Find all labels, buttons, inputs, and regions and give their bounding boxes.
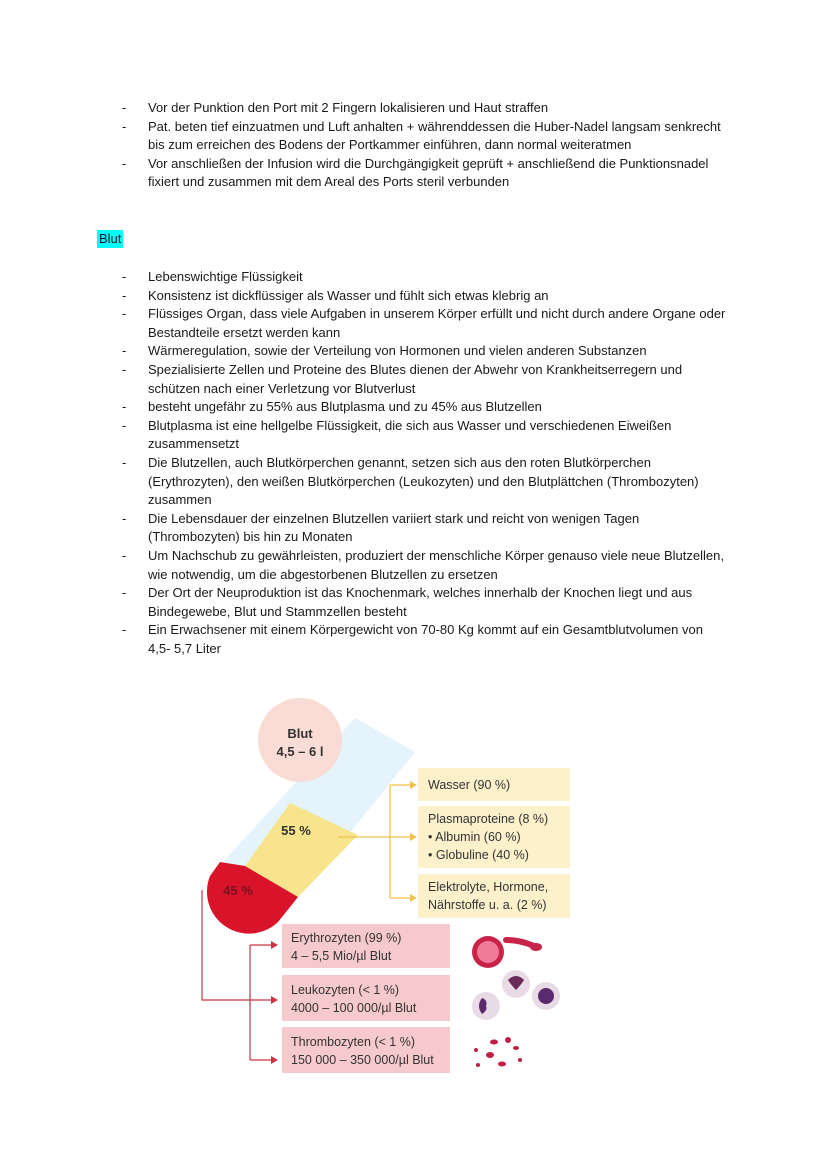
blood-fact-item-text: Flüssiges Organ, dass viele Aufgaben in unserem Körper erfüllt und nicht durch andere Organe oder Bestandteile ersetzt werden kann xyxy=(148,306,726,340)
blood-fact-item xyxy=(0,342,828,361)
bullet-dash: - xyxy=(122,100,127,115)
erythrocyte-illustration xyxy=(472,936,542,968)
thrombocytes-line1: Thrombozyten (< 1 %) xyxy=(291,1035,416,1049)
thrombocyte-illustration xyxy=(474,1037,522,1067)
cells-percent: 45 % xyxy=(223,883,253,898)
thrombocytes-line2: 150 000 – 350 000/µl Blut xyxy=(291,1053,434,1067)
blood-fact-item-text: besteht ungefähr zu 55% aus Blutplasma und zu 45% aus Blutzellen xyxy=(148,399,542,415)
blood-fact-item xyxy=(0,510,828,547)
bullet-dash: - xyxy=(122,118,127,134)
blood-fact-item-text: Wärmeregulation, sowie der Verteilung von Hormonen und vielen anderen Substanzen xyxy=(148,343,647,359)
bullet-dash: - xyxy=(122,269,127,284)
plasma-electrolytes-line1: Elektrolyte, Hormone, xyxy=(428,880,549,894)
blood-fact-item xyxy=(0,361,828,398)
plasma-percent: 55 % xyxy=(281,823,311,838)
heading-blut: Blut xyxy=(99,231,122,246)
blood-fact-item-text: Die Blutzellen, auch Blutkörperchen genannt, setzen sich aus den roten Blutkörperchen (Erythrozyten), den weißen Blutkörperchen (Leukozyten) und den Blutplättchen (Thrombozyten) zusammen xyxy=(148,454,699,508)
blood-fact-item-text: Ein Erwachsener mit einem Körpergewicht von 70-80 Kg kommt auf ein Gesamtblutvolumen von 4,5- 5,7 Liter xyxy=(148,622,703,656)
blood-fact-item-text: Der Ort der Neuproduktion ist das Knochenmark, welches innerhalb der Knochen liegt und aus Bindegewebe, Blut und Stammzellen besteht xyxy=(148,585,693,619)
blood-fact-item xyxy=(0,547,828,584)
blood-fact-item xyxy=(0,305,828,342)
plasma-albumin: • Albumin (60 %) xyxy=(428,830,521,844)
bullet-dash: - xyxy=(122,510,127,526)
blood-fact-item xyxy=(0,584,828,621)
leukocytes-line1: Leukozyten (< 1 %) xyxy=(291,983,400,997)
blood-fact-item xyxy=(0,621,828,658)
blood-fact-item xyxy=(0,268,828,287)
plasma-electrolytes-line2: Nährstoffe u. a. (2 %) xyxy=(428,898,547,912)
blood-composition-figure xyxy=(190,690,610,1090)
blood-fact-item xyxy=(0,454,828,510)
port-step-item xyxy=(0,118,828,155)
bullet-dash: - xyxy=(122,399,127,415)
leukocyte-illustration xyxy=(472,970,560,1020)
blood-fact-item-text: Konsistenz ist dickflüssiger als Wasser und fühlt sich etwas klebrig an xyxy=(148,287,549,303)
bullet-dash: - xyxy=(122,454,127,470)
erythrocytes-line2: 4 – 5,5 Mio/µl Blut xyxy=(291,949,392,963)
blood-fact-item-text: Blutplasma ist eine hellgelbe Flüssigkeit, die sich aus Wasser und verschiedenen Eiweißen zusammensetzt xyxy=(148,417,672,452)
port-step-item-text: Vor der Punktion den Port mit 2 Fingern lokalisieren und Haut straffen xyxy=(148,100,549,115)
total-label: Blut xyxy=(287,726,313,741)
bullet-dash: - xyxy=(122,306,127,322)
bullet-dash: - xyxy=(122,287,127,303)
blood-fact-item-text: Spezialisierte Zellen und Proteine des Blutes dienen der Abwehr von Krankheitserregern und schützen nach einer Verletzung vor Blutverlust xyxy=(148,361,683,396)
erythrocytes-line1: Erythrozyten (99 %) xyxy=(291,931,402,945)
bullet-dash: - xyxy=(122,155,127,171)
port-step-item xyxy=(0,155,828,192)
plasma-globuline: • Globuline (40 %) xyxy=(428,848,529,862)
blood-fact-item-text: Die Lebensdauer der einzelnen Blutzellen variiert stark und reicht von wenigen Tagen (Thrombozyten) bis hin zu Monaten xyxy=(148,510,640,545)
plasma-water-text: Wasser (90 %) xyxy=(428,778,511,792)
bullet-dash: - xyxy=(122,585,127,601)
bullet-dash: - xyxy=(122,547,127,563)
leukocytes-line2: 4000 – 100 000/µl Blut xyxy=(291,1001,417,1015)
plasma-arrowheads xyxy=(410,781,417,902)
blood-fact-item xyxy=(0,287,828,306)
bullet-dash: - xyxy=(122,361,127,377)
blood-fact-item-text: Um Nachschub zu gewährleisten, produziert der menschliche Körper genauso viele neue Blutzellen, wie notwendig, um die abgestorbenen Blutzellen zu ersetzen xyxy=(148,547,724,582)
plasma-proteins-title: Plasmaproteine (8 %) xyxy=(428,812,549,826)
bullet-dash: - xyxy=(122,343,127,359)
blood-facts-list xyxy=(0,268,828,658)
port-step-item xyxy=(0,99,828,118)
blood-fact-item xyxy=(0,417,828,454)
cell-arrowheads xyxy=(271,941,278,1064)
bullet-dash: - xyxy=(122,622,127,638)
port-step-item-text: Vor anschließen der Infusion wird die Durchgängigkeit geprüft + anschließend die Punktionsnadel fixiert und zusammen mit dem Areal des Ports steril verbunden xyxy=(148,155,709,190)
blood-fact-item xyxy=(0,398,828,417)
total-volume: 4,5 – 6 l xyxy=(276,744,324,759)
port-step-item-text: Pat. beten tief einzuatmen und Luft anhalten + währenddessen die Huber-Nadel langsam senkrecht bis zum erreichen des Bodens der Portkammer einführen, dann normal weiteratmen xyxy=(148,118,721,153)
port-procedure-list xyxy=(0,99,828,192)
blood-fact-item-text: Lebenswichtige Flüssigkeit xyxy=(148,269,303,284)
bullet-dash: - xyxy=(122,417,127,433)
